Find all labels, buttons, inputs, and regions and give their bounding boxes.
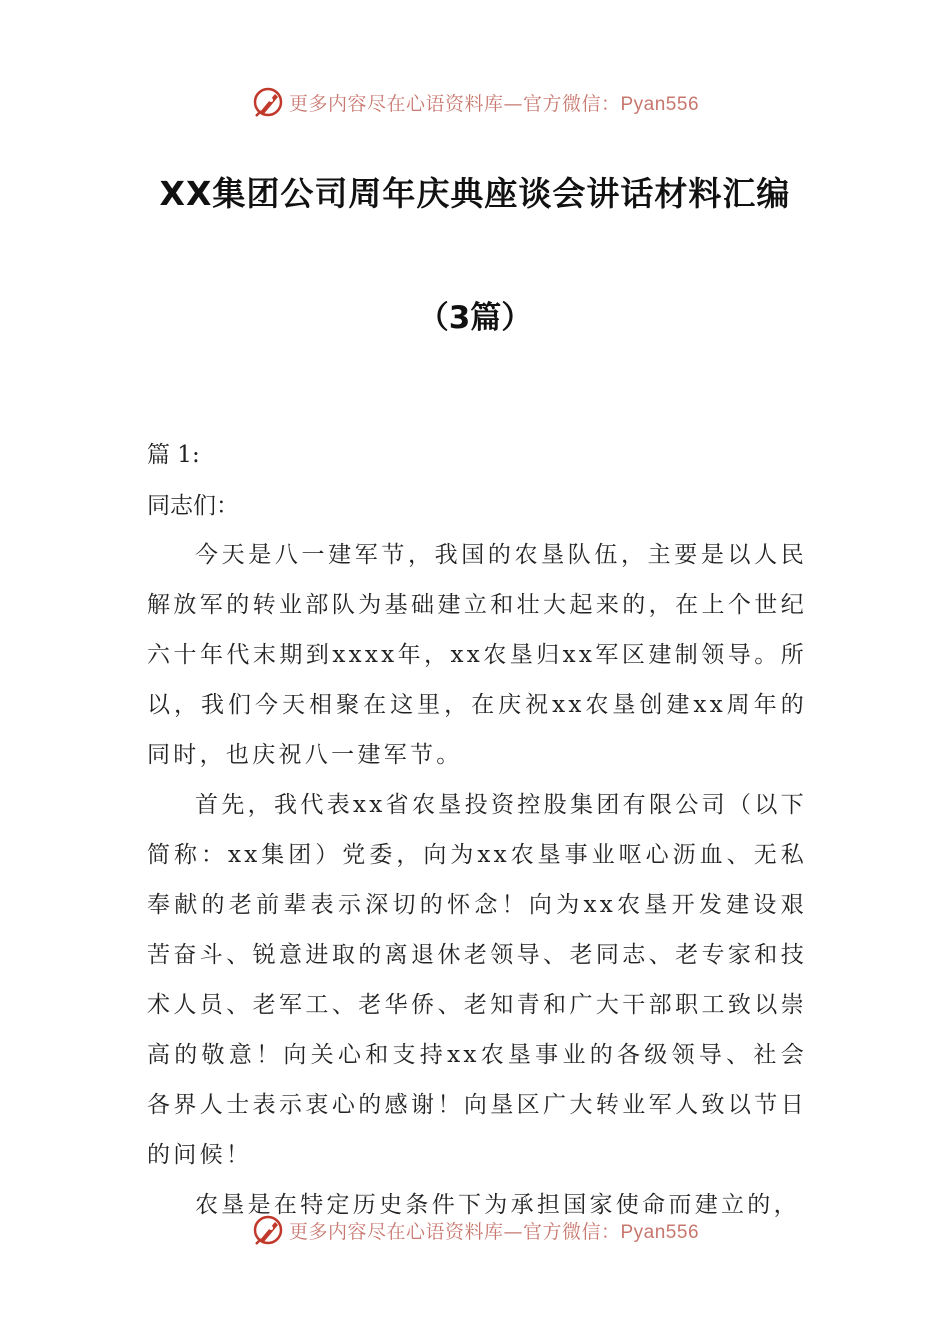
- banner-text: 更多内容尽在心语资料库—官方微信：Pyan556: [288, 92, 700, 115]
- document-subtitle: （3篇）: [417, 300, 533, 336]
- section-label: 篇 1:: [147, 442, 200, 468]
- banner-text: 更多内容尽在心语资料库—官方微信：Pyan556: [288, 1220, 700, 1243]
- document-title: XX集团公司周年庆典座谈会讲话材料汇编: [159, 174, 791, 213]
- header-banner: [0, 82, 950, 122]
- body-text: [147, 530, 807, 1230]
- paragraph: 首先，我代表xx省农垦投资控股集团有限公司（以下简称：xx集团）党委，向为xx农垦事业呕心沥血、无私奉献的老前辈表示深切的怀念！向为xx农垦开发建设艰苦奋斗、锐意进取的离退休老领导、老同志、老专家和技术人员、老军工、老华侨、老知青和广大干部职工致以崇高的敬意！向关心和支持xx农垦事业的各级领导、社会各界人士表示衷心的感谢！向垦区广大转业军人致以节日的问候！: [147, 792, 807, 1168]
- paragraph: 农垦是在特定历史条件下为承担国家使命而建立的，: [195, 1192, 800, 1218]
- pen-logo-icon: [251, 1213, 285, 1247]
- paragraph: 今天是八一建军节，我国的农垦队伍，主要是以人民解放军的转业部队为基础建立和壮大起来的，在上个世纪六十年代末期到xxxx年，xx农垦归xx军区建制领导。所以，我们今天相聚在这里，在庆祝xx农垦创建xx周年的同时，也庆祝八一建军节。: [147, 542, 807, 768]
- footer-banner: [0, 1210, 950, 1250]
- salutation: 同志们：: [147, 493, 239, 519]
- pen-logo-icon: [251, 85, 285, 119]
